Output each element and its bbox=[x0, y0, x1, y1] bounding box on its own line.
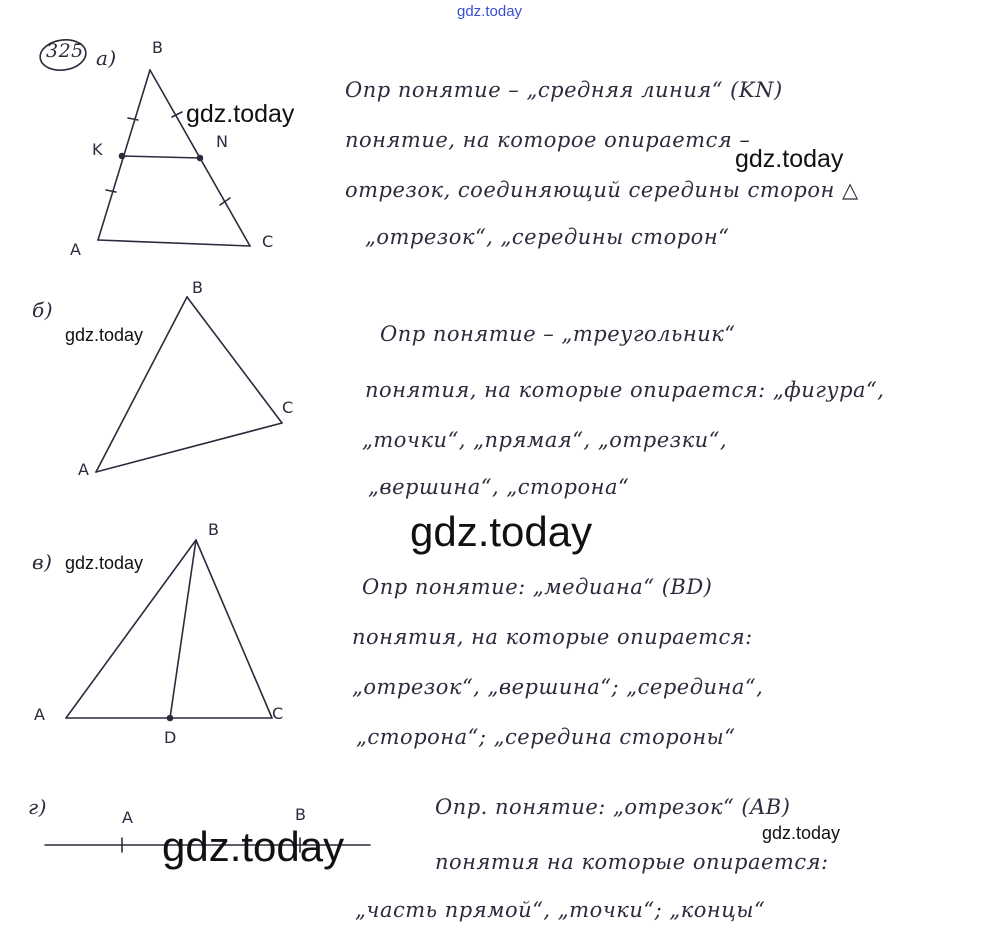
label-c-a: A bbox=[34, 705, 45, 724]
triangle-b bbox=[96, 297, 282, 472]
part-c-line-4: „сторона“; „середина стороны“ bbox=[356, 725, 736, 749]
point-n bbox=[198, 156, 203, 161]
part-b-line-4: „вершина“, „сторона“ bbox=[368, 475, 630, 499]
label-a-a: A bbox=[70, 240, 81, 259]
label-a-b: B bbox=[152, 38, 163, 57]
label-d-b: B bbox=[295, 805, 306, 824]
point-d bbox=[168, 716, 173, 721]
part-c-line-2: понятия, на которые опирается: bbox=[352, 625, 753, 649]
label-a-c: C bbox=[262, 232, 274, 251]
part-a-line-4: „отрезок“, „середины сторон“ bbox=[365, 225, 730, 249]
side-ac bbox=[96, 423, 282, 472]
label-b-a: A bbox=[78, 460, 89, 479]
part-d-line-3: „часть прямой“, „точки“; „концы“ bbox=[355, 898, 766, 922]
problem-number: 325 bbox=[46, 40, 84, 62]
midline-kn bbox=[122, 156, 200, 158]
side-bc bbox=[187, 297, 282, 423]
label-a-k: K bbox=[92, 140, 103, 159]
part-c-marker: в) bbox=[32, 550, 53, 574]
side-ab bbox=[96, 297, 187, 472]
watermark: gdz.today bbox=[65, 325, 144, 345]
part-b-line-2: понятия, на которые опирается: „фигура“, bbox=[365, 378, 885, 402]
median-bd bbox=[170, 540, 196, 718]
part-c-line-1: Опр понятие: „медиана“ (BD) bbox=[362, 575, 713, 599]
watermark: gdz.today bbox=[762, 823, 841, 843]
watermark: gdz.today bbox=[410, 508, 593, 555]
part-a-line-1: Опр понятие – „средняя линия“ (KN) bbox=[345, 78, 783, 102]
tick-4 bbox=[220, 198, 230, 205]
label-d-a: A bbox=[122, 808, 133, 827]
label-b-c: C bbox=[282, 398, 294, 417]
part-b-line-3: „точки“, „прямая“, „отрезки“, bbox=[362, 428, 728, 452]
label-c-d: D bbox=[164, 728, 177, 747]
side-ac bbox=[98, 240, 250, 246]
point-k bbox=[120, 154, 125, 159]
label-a-n: N bbox=[216, 132, 228, 151]
side-bc bbox=[196, 540, 272, 718]
watermark: gdz.today bbox=[186, 100, 295, 128]
part-a-line-3: отрезок, соединяющий середины сторон △ bbox=[345, 178, 859, 202]
label-c-c: C bbox=[272, 704, 284, 723]
watermark-top: gdz.today bbox=[457, 3, 523, 20]
watermark: gdz.today bbox=[162, 823, 345, 870]
label-c-b: B bbox=[208, 520, 219, 539]
part-a-line-2: понятие, на которое опирается – bbox=[345, 128, 751, 152]
part-d-line-2: понятия на которые опирается: bbox=[435, 850, 829, 874]
part-b-line-1: Опр понятие – „треугольник“ bbox=[380, 322, 736, 346]
label-b-b: B bbox=[192, 278, 203, 297]
tick-2 bbox=[106, 190, 116, 192]
watermark: gdz.today bbox=[65, 553, 144, 573]
watermark: gdz.today bbox=[735, 145, 844, 173]
tick-1 bbox=[128, 118, 138, 120]
part-d-line-1: Опр. понятие: „отрезок“ (AB) bbox=[435, 795, 791, 819]
part-a-marker: а) bbox=[96, 46, 117, 70]
part-d-marker: г) bbox=[28, 795, 47, 819]
part-c-line-3: „отрезок“, „вершина“; „середина“, bbox=[352, 675, 764, 699]
part-b-marker: б) bbox=[32, 298, 54, 322]
